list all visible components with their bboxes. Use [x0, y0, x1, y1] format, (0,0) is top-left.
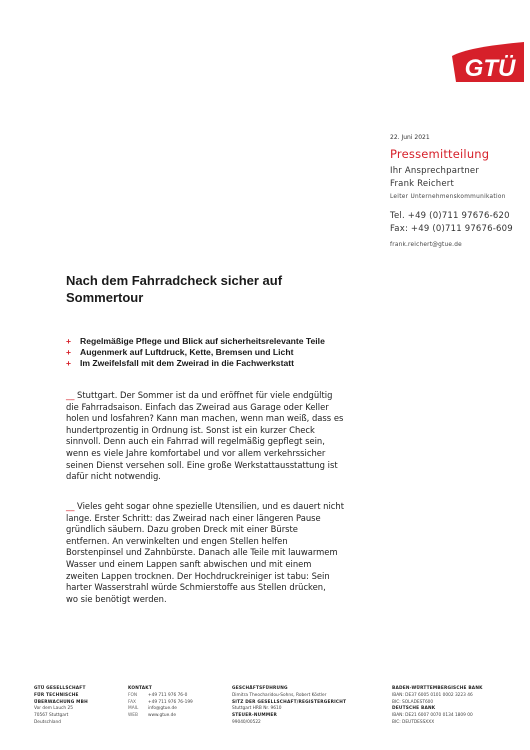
plus-icon: +: [66, 347, 72, 357]
headline-line: Sommertour: [66, 290, 144, 305]
paragraph-line: [66, 390, 378, 402]
paragraph-line: entfernen. An verwinkelten und engen Stellen helfen: [66, 535, 288, 546]
key-points-list: [66, 336, 386, 369]
contact-email-link[interactable]: frank.reichert@gtue.de: [390, 242, 462, 248]
paragraph-marker: __: [66, 501, 75, 511]
logo-text: GTÜ: [464, 55, 516, 82]
paragraph-line: zweiten Lappen trocknen. Der Hochdruckreiniger ist tabu: Sein: [66, 570, 330, 581]
footer-tax-value: 99040/00522: [232, 719, 261, 725]
paragraph-line: wo sie benötigt werden.: [66, 593, 167, 604]
paragraph-line: holen und losfahren? Kann man machen, wenn man weiß, dass es: [66, 413, 344, 424]
paragraph-text: Stuttgart. Der Sommer ist da und eröffnet für viele endgültig: [77, 390, 333, 400]
footer-contact-label: FAX: [128, 699, 136, 705]
headline: [66, 272, 366, 306]
plus-icon: +: [66, 336, 72, 346]
contact-label: Ihr Ansprechpartner: [390, 166, 480, 176]
paragraph-text: Vieles geht sogar ohne spezielle Utensilien, und es dauert nicht: [77, 501, 344, 511]
footer-company-title: FÜR TECHNISCHE: [34, 692, 79, 698]
paragraph-line: [66, 501, 378, 513]
key-point-item: [66, 358, 386, 369]
paragraph-line: gründlich säubern. Dazu groben Dreck mit einer Bürste: [66, 524, 298, 535]
footer-tax-title: STEUER-NUMMER: [232, 713, 277, 719]
footer-bank-title: BADEN-WÜRTTEMBERGISCHE BANK: [392, 686, 483, 691]
footer-management: [232, 686, 382, 727]
footer-phone: +49 711 976 76-0: [148, 692, 188, 698]
key-point-item: [66, 347, 386, 358]
footer-contact-label: WEB: [128, 713, 138, 719]
headline-line: Nach dem Fahrradcheck sicher auf: [66, 273, 283, 288]
paragraph-line: dafür nicht notwendig.: [66, 471, 161, 482]
footer-address-line: Vor dem Lauch 25: [34, 706, 73, 712]
paragraph-line: seinen Dienst versehen soll. Eine große Werkstattausstattung ist: [66, 459, 338, 470]
footer-fax: +49 711 976 76-199: [148, 699, 193, 705]
contact-name: Frank Reichert: [390, 179, 455, 189]
footer-company-title: GTÜ GESELLSCHAFT: [34, 686, 86, 691]
contact-phone: Tel. +49 (0)711 97676-620: [390, 211, 510, 221]
footer-seat-value: Stuttgart HRB Nr. 9610: [232, 706, 282, 712]
footer-contact-title: KONTAKT: [128, 686, 152, 691]
paragraph-line: wenn es viele Jahre komfortabel und vor allem verkehrssicher: [66, 447, 326, 458]
paragraph-line: die Fahrradsaison. Einfach das Zweirad aus Garage oder Keller: [66, 401, 329, 412]
footer-seat-title: SITZ DER GESELLSCHAFT/REGISTERGERICHT: [232, 699, 347, 705]
release-date: 22. Juni 2021: [390, 134, 430, 141]
footer-bank-bic: BIC: SOLADEST600: [392, 699, 434, 705]
paragraph-line: harter Wasserstrahl würde Schmierstoffe aus Stellen drücken,: [66, 582, 326, 593]
footer-contact-label: FON: [128, 692, 138, 698]
key-point-text: Augenmerk auf Luftdruck, Kette, Bremsen und Licht: [80, 347, 294, 357]
footer-contact-label: MAIL: [128, 706, 139, 712]
footer-contact-row: [128, 713, 218, 720]
contact-role: Leiter Unternehmenskommunikation: [390, 194, 506, 200]
footer-bank-iban: IBAN: DE37 6005 0101 0002 3223 46: [392, 692, 473, 698]
footer-bank-title: DEUTSCHE BANK: [392, 706, 436, 712]
paragraph-line: hundertprozentig in Ordnung ist. Sonst ist ein kurzer Check: [66, 424, 315, 435]
footer-web-link[interactable]: www.gtue.de: [148, 713, 177, 719]
footer-bank-bic: BIC: DEUTDESSXXX: [392, 719, 435, 725]
paragraph-line: lange. Erster Schritt: das Zweirad nach einer längeren Pause: [66, 512, 321, 523]
paragraph-line: Wasser und einem Lappen sanft abwischen und mit einem: [66, 558, 312, 569]
plus-icon: +: [66, 358, 72, 368]
footer-management-title: GESCHÄFTSFÜHRUNG: [232, 686, 288, 691]
body-paragraph: [66, 390, 378, 483]
footer-address-line: 70567 Stuttgart: [34, 713, 69, 719]
footer-management-names: Dimitra Theocharidou-Sohns, Robert Köstler: [232, 692, 327, 698]
key-point-text: Im Zweifelsfall mit dem Zweirad in die Fachwerkstatt: [80, 358, 294, 368]
press-release-label: Pressemitteilung: [390, 147, 490, 161]
footer-email-link[interactable]: info@gtue.de: [148, 706, 177, 712]
footer-contact-row: [128, 693, 218, 700]
key-point-item: [66, 336, 386, 347]
body-paragraph: [66, 501, 378, 605]
footer-company: [34, 686, 118, 727]
footer-company-title: ÜBERWACHUNG MBH: [34, 699, 88, 705]
gtu-logo: [446, 38, 526, 86]
paragraph-line: Borstenpinsel und Zahnbürste. Danach alle Teile mit lauwarmem: [66, 547, 338, 558]
key-point-text: Regelmäßige Pflege und Blick auf sicherheitsrelevante Teile: [80, 336, 325, 346]
paragraph-marker: __: [66, 390, 75, 400]
paragraph-line: sinnvoll. Denn auch ein Fahrrad will regelmäßig gepflegt sein,: [66, 436, 325, 447]
contact-fax: Fax: +49 (0)711 97676-609: [390, 224, 513, 234]
footer-banks: [392, 686, 527, 727]
footer-contact: [128, 686, 218, 720]
footer-bank-iban: IBAN: DE21 6007 0070 0134 1809 00: [392, 713, 473, 719]
footer-address-line: Deutschland: [34, 719, 61, 725]
